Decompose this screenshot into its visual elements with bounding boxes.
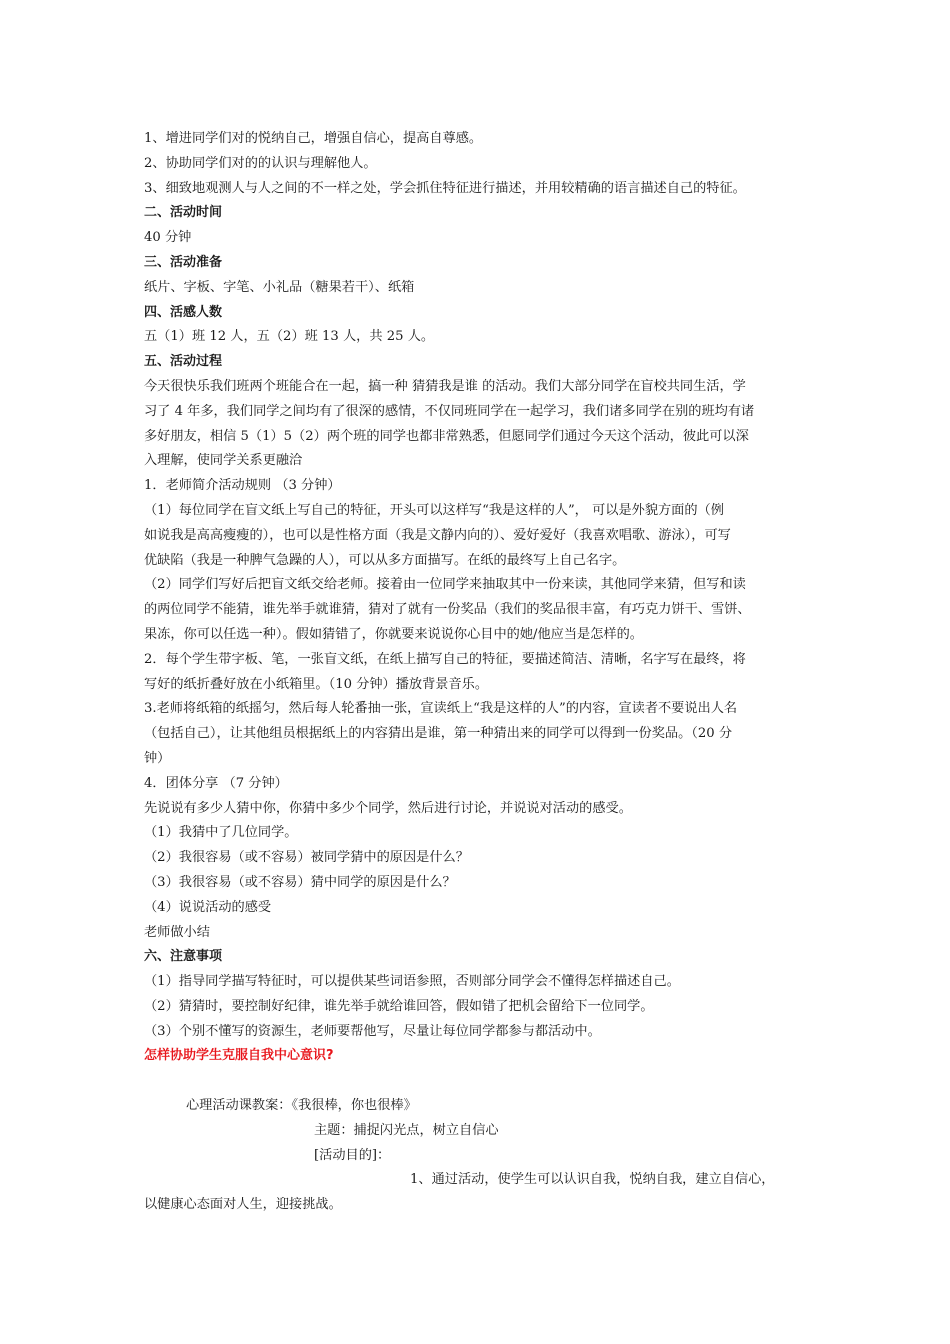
- lesson-purpose-label: [活动目的]：: [314, 1147, 391, 1163]
- lesson-purpose-1-cont: 以健康心态面对人生，迎接挑战。: [144, 1197, 342, 1213]
- rule-2-line: （2）同学们写好后把盲文纸交给老师。接着由一位同学来抽取其中一份来读，其他同学来猜，但写和读: [144, 577, 746, 593]
- rule-1-line: （1）每位同学在盲文纸上写自己的特征，开头可以这样写“我是这样的人”， 可以是外貌方面的（例: [144, 502, 724, 518]
- spacer: [144, 1069, 802, 1094]
- step-3-paragraph: [144, 697, 802, 771]
- goal-3: 3、细致地观测人与人之间的不一样之处，学会抓住特征进行描述，并用较精确的语言描述自己的特征。: [144, 180, 746, 196]
- share-item: （4）说说活动的感受: [144, 899, 272, 915]
- step-3-line: 钟）: [144, 750, 171, 766]
- rule-2-paragraph: [144, 573, 802, 647]
- goal-1: 1、增进同学们对的悦纳自己，增强自信心，提高自尊感。: [144, 131, 483, 146]
- lesson-theme: 主题：捕捉闪光点，树立自信心: [314, 1122, 499, 1138]
- intro-line: 入理解，使同学关系更融洽: [144, 453, 303, 469]
- step-1-title: 1．老师简介活动规则 （3 分钟）: [144, 478, 341, 494]
- note-item: （1）指导同学描写特征时，可以提供某些词语参照，否则部分同学会不懂得怎样描述自己。: [144, 974, 680, 990]
- intro-line: 多好朋友，相信 5（1）5（2）两个班的同学也都非常熟悉，但愿同学们通过今天这个活动，彼此可以深: [144, 428, 749, 444]
- step-2-line: 写好的纸折叠好放在小纸箱里。（10 分钟）播放背景音乐。: [144, 676, 489, 692]
- teacher-summary: 老师做小结: [144, 924, 210, 940]
- note-item: （2）猜猜时，要控制好纪律，谁先举手就给谁回答，假如错了把机会留给下一位同学。: [144, 998, 654, 1014]
- step-3-line: （包括自己），让其他组员根据纸上的内容猜出是谁，第一种猜出来的同学可以得到一份奖品。（20 分: [144, 726, 733, 742]
- step-4-title: 4．团体分享 （7 分钟）: [144, 775, 288, 791]
- intro-paragraph: [144, 375, 802, 474]
- note-item: （3）个别不懂写的资源生，老师要帮他写，尽量让每位同学都参与都活动中。: [144, 1023, 601, 1039]
- share-item: （2）我很容易（或不容易）被同学猜中的原因是什么？: [144, 850, 469, 866]
- rule-1-paragraph: [144, 499, 802, 573]
- rule-1-line: 优缺陷（我是一种脾气急躁的人），可以从多方面描写。在纸的最终写上自己名字。: [144, 552, 626, 568]
- heading-activity-process: 五、活动过程: [144, 354, 223, 370]
- participants: 五（1）班 12 人，五（2）班 13 人，共 25 人。: [144, 329, 435, 345]
- lesson-title: 心理活动课教案：《我很棒，你也很棒》: [186, 1098, 417, 1114]
- rule-2-line: 的两位同学不能猜，谁先举手就谁猜，猜对了就有一份奖品（我们的奖品很丰富，有巧克力饼干、雪饼、: [144, 602, 751, 618]
- rule-1-line: 如说我是高高瘦瘦的），也可以是性格方面（我是文静内向的）、爱好爱好（我喜欢唱歌、游泳），可写: [144, 527, 731, 543]
- heading-participants: 四、活感人数: [144, 304, 223, 320]
- red-section-title: 怎样协助学生克服自我中心意识?: [144, 1048, 334, 1064]
- goal-2: 2、协助同学们对的的认识与理解他人。: [144, 155, 377, 171]
- step-3-line: 3.老师将纸箱的纸摇匀，然后每人轮番抽一张，宣读纸上“我是这样的人”的内容，宣读者不要说出人名: [144, 701, 738, 717]
- activity-time: 40 分钟: [144, 230, 192, 246]
- rule-2-line: 果冻，你可以任选一种）。假如猜错了，你就要来说说你心目中的她/他应当是怎样的。: [144, 626, 643, 642]
- step-2-paragraph: [144, 648, 802, 698]
- heading-activity-time: 二、活动时间: [144, 205, 223, 221]
- lesson-purpose-1: 1、通过活动，使学生可以认识自我，悦纳自我，建立自信心，: [410, 1172, 775, 1188]
- intro-line: 习了 4 年多，我们同学之间均有了很深的感情，不仅同班同学在一起学习，我们诸多同学在别的班均有诸: [144, 403, 755, 419]
- intro-line: 今天很快乐我们班两个班能合在一起，搞一种 猜猜我是谁 的活动。我们大部分同学在盲校共同生活，学: [144, 378, 746, 394]
- heading-activity-prep: 三、活动准备: [144, 254, 223, 270]
- step-2-line: 2．每个学生带字板、笔，一张盲文纸，在纸上描写自己的特征，要描述简洁、清晰，名字写在最终，将: [144, 651, 746, 667]
- share-intro: 先说说有多少人猜中你，你猜中多少个同学，然后进行讨论，并说说对活动的感受。: [144, 800, 632, 816]
- share-item: （3）我很容易（或不容易）猜中同学的原因是什么？: [144, 874, 456, 890]
- share-item: （1）我猜中了几位同学。: [144, 825, 298, 841]
- activity-prep: 纸片、字板、字笔、小礼品（糖果若干）、纸箱: [144, 279, 415, 295]
- heading-notes: 六、注意事项: [144, 949, 223, 965]
